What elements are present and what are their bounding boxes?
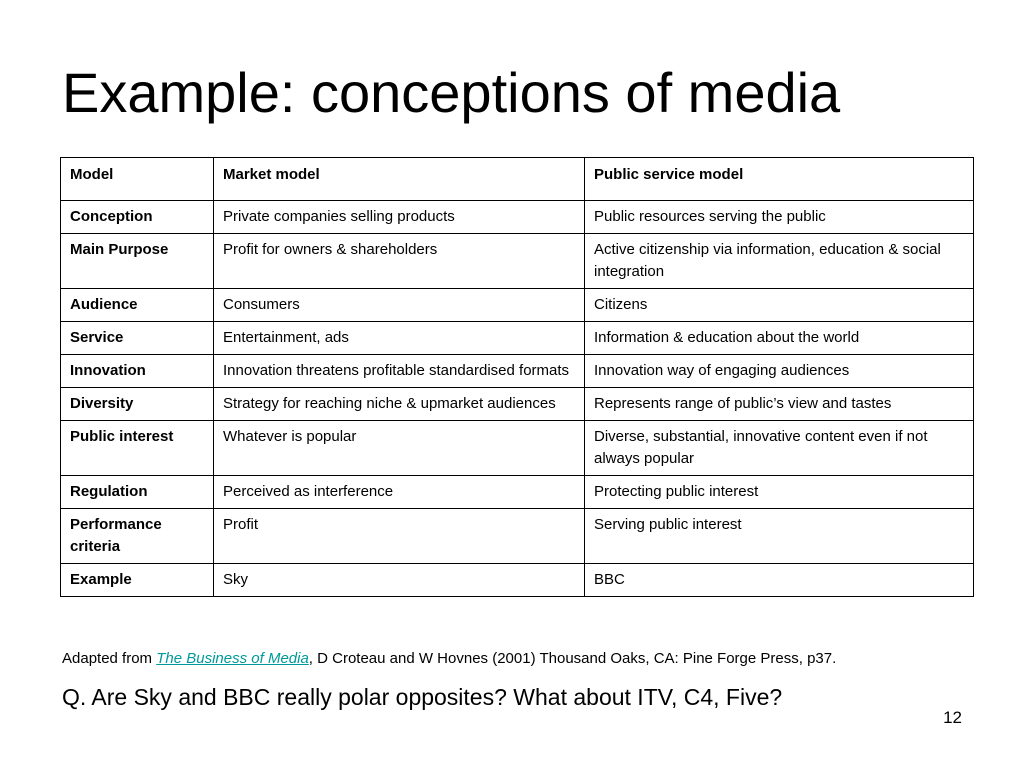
market-cell: Entertainment, ads	[214, 322, 585, 355]
market-cell: Private companies selling products	[214, 201, 585, 234]
source-suffix: , D Croteau and W Hovnes (2001) Thousand Oaks, CA: Pine Forge Press, p37.	[308, 650, 837, 667]
public-cell: Active citizenship via information, education & social integration	[585, 234, 974, 289]
row-label: Audience	[61, 289, 214, 322]
market-cell: Strategy for reaching niche & upmarket audiences	[214, 388, 585, 421]
table-row-main-purpose	[61, 234, 974, 289]
table-row-performance-criteria	[61, 509, 974, 564]
table-row-example	[61, 564, 974, 597]
market-cell: Consumers	[214, 289, 585, 322]
public-cell: Citizens	[585, 289, 974, 322]
market-cell: Innovation threatens profitable standardised formats	[214, 355, 585, 388]
public-cell: Information & education about the world	[585, 322, 974, 355]
market-cell: Profit for owners & shareholders	[214, 234, 585, 289]
row-label: Conception	[61, 201, 214, 234]
table-header-row	[61, 158, 974, 201]
row-label: Diversity	[61, 388, 214, 421]
market-cell: Profit	[214, 509, 585, 564]
discussion-question: Q. Are Sky and BBC really polar opposites? What about ITV, C4, Five?	[62, 684, 783, 710]
table-row-regulation	[61, 476, 974, 509]
source-book-link[interactable]: The Business of Media	[156, 650, 309, 667]
row-label: Example	[61, 564, 214, 597]
media-models-table	[60, 157, 974, 597]
row-label: Regulation	[61, 476, 214, 509]
row-label: Innovation	[61, 355, 214, 388]
public-cell: BBC	[585, 564, 974, 597]
market-cell: Whatever is popular	[214, 421, 585, 476]
row-label: Performance criteria	[61, 509, 214, 564]
header-model: Model	[61, 158, 214, 201]
source-prefix: Adapted from	[62, 650, 157, 667]
table-row-public-interest	[61, 421, 974, 476]
public-cell: Public resources serving the public	[585, 201, 974, 234]
slide-number: 12	[943, 708, 962, 727]
source-citation	[62, 650, 836, 667]
public-cell: Serving public interest	[585, 509, 974, 564]
table-row-audience	[61, 289, 974, 322]
table-row-service	[61, 322, 974, 355]
public-cell: Protecting public interest	[585, 476, 974, 509]
public-cell: Represents range of public’s view and tastes	[585, 388, 974, 421]
row-label: Main Purpose	[61, 234, 214, 289]
slide-title: Example: conceptions of media	[62, 61, 841, 124]
market-cell: Sky	[214, 564, 585, 597]
table-row-innovation	[61, 355, 974, 388]
public-cell: Innovation way of engaging audiences	[585, 355, 974, 388]
row-label: Service	[61, 322, 214, 355]
header-market-model: Market model	[214, 158, 585, 201]
table-row-diversity	[61, 388, 974, 421]
market-cell: Perceived as interference	[214, 476, 585, 509]
row-label: Public interest	[61, 421, 214, 476]
table-row-conception	[61, 201, 974, 234]
public-cell: Diverse, substantial, innovative content even if not always popular	[585, 421, 974, 476]
header-public-service-model: Public service model	[585, 158, 974, 201]
